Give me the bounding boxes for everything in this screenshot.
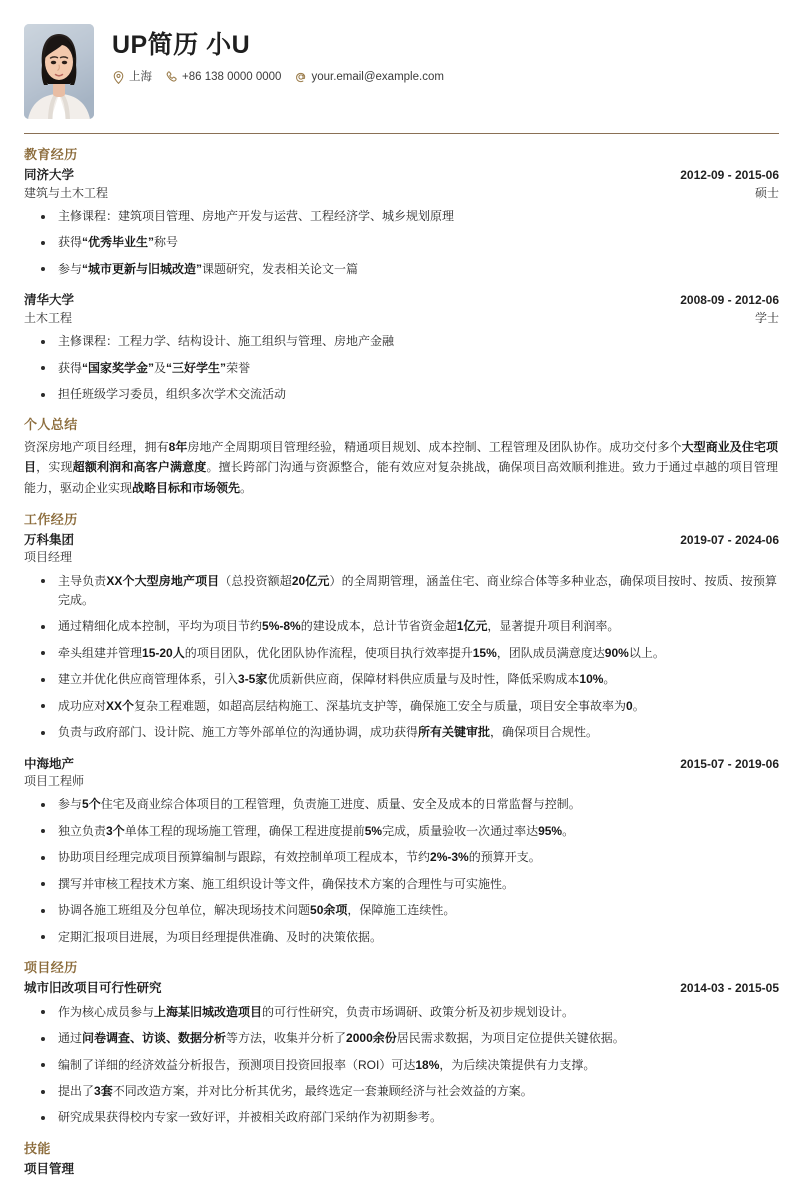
entry-bullet-list	[24, 1003, 779, 1128]
entry-subtitle-row	[24, 310, 779, 327]
location-pin-icon	[112, 71, 125, 84]
list-item: 编制了详细的经济效益分析报告，预测项目投资回报率（ROI）可达18%，为后续决策提供有力支撑。	[24, 1056, 779, 1075]
entry-subtitle-row	[24, 773, 779, 790]
entry-subtitle-row	[24, 549, 779, 566]
list-item: 通过精细化成本控制，平均为项目节约5%-8%的建设成本，总计节省资金超1亿元，显著提升项目利润率。	[24, 617, 779, 636]
contact-phone	[165, 71, 281, 84]
entry-organization: 中海地产	[24, 756, 75, 771]
contact-list	[112, 71, 451, 84]
list-item: 担任班级学习委员，组织多次学术交流活动	[24, 385, 779, 404]
section-title-skills: 技能	[24, 1140, 51, 1156]
entry-organization: 清华大学	[24, 293, 75, 308]
list-item: 通过问卷调查、访谈、数据分析等方法，收集并分析了2000余份居民需求数据，为项目定位提供关键依据。	[24, 1029, 779, 1048]
entry-header-row	[24, 166, 779, 184]
entry-header-row	[24, 291, 779, 309]
list-item: 协助项目经理完成项目预算编制与跟踪，有效控制单项工程成本，节约2%-3%的预算开支。	[24, 848, 779, 867]
entry-subtitle-row	[24, 185, 779, 202]
entry-organization: 同济大学	[24, 168, 75, 183]
entry-date-range: 2014-03 - 2015-05	[680, 981, 779, 996]
resume-body	[24, 147, 779, 1178]
entry-date-range: 2015-07 - 2019-06	[680, 756, 779, 771]
list-item: 获得“国家奖学金”及“三好学生”荣誉	[24, 359, 779, 378]
section-work	[24, 512, 779, 948]
entry	[24, 166, 779, 279]
entry-subtitle: 项目经理	[24, 550, 73, 565]
summary-text: 资深房地产项目经理，拥有8年房地产全周期项目管理经验，精通项目规划、成本控制、工程管理及团队协作。成功交付多个大型商业及住宅项目，实现超额利润和高客户满意度。擅长跨部门沟通与资源整合，能有效应对复杂挑战，确保项目高效顺利推进。致力于通过卓越的项目管理能力，驱动企业实现战略目标和市场领先。	[24, 439, 778, 495]
contact-email	[294, 71, 443, 84]
list-item: 获得“优秀毕业生”称号	[24, 233, 779, 252]
section-education	[24, 147, 779, 404]
list-item: 定期汇报项目进展，为项目经理提供准确、及时的决策依据。	[24, 928, 779, 947]
entry-organization: 城市旧改项目可行性研究	[24, 981, 162, 996]
list-item: 负责与政府部门、设计院、施工方等外部单位的沟通协调，成功获得所有关键审批，确保项目合规性。	[24, 723, 779, 742]
entry-subtitle-right: 硕士	[754, 185, 779, 200]
list-item: 牵头组建并管理15-20人的项目团队，优化团队协作流程，使项目执行效率提升15%，团队成员满意度达90%以上。	[24, 644, 779, 663]
entry-date-range: 2019-07 - 2024-06	[680, 532, 779, 547]
skill-name: 项目管理	[24, 1162, 75, 1177]
entry	[24, 979, 779, 1128]
entry	[24, 291, 779, 404]
list-item: 主导负责XX个大型房地产项目（总投资额超20亿元）的全周期管理，涵盖住宅、商业综合体等多种业态，确保项目按时、按质、按预算完成。	[24, 572, 779, 611]
list-item: 主修课程：工程力学、结构设计、施工组织与管理、房地产金融	[24, 332, 779, 351]
entry-header-row	[24, 979, 779, 997]
section-skills	[24, 1141, 779, 1178]
list-item: 作为核心成员参与上海某旧城改造项目的可行性研究，负责市场调研、政策分析及初步规划设计。	[24, 1003, 779, 1022]
page-title: UP简历 小U	[112, 31, 251, 59]
entry-bullet-list	[24, 207, 779, 279]
entry-subtitle: 项目工程师	[24, 774, 85, 789]
resume-header	[24, 24, 779, 125]
entry-date-range: 2012-09 - 2015-06	[680, 168, 779, 183]
list-item: 撰写并审核工程技术方案、施工组织设计等文件，确保技术方案的合理性与可实施性。	[24, 875, 779, 894]
section-summary	[24, 417, 779, 498]
entry-subtitle: 建筑与土木工程	[24, 185, 109, 200]
section-title-work: 工作经历	[24, 511, 78, 527]
list-item: 参与“城市更新与旧城改造”课题研究，发表相关论文一篇	[24, 260, 779, 279]
section-title-projects: 项目经历	[24, 960, 78, 976]
entry-header-row	[24, 755, 779, 773]
contact-phone-text: +86 138 0000 0000	[182, 70, 282, 83]
entry-organization: 万科集团	[24, 532, 75, 547]
list-item: 成功应对XX个复杂工程难题，如超高层结构施工、深基坑支护等，确保施工安全与质量，项目安全事故率为0。	[24, 697, 779, 716]
entry-subtitle: 土木工程	[24, 310, 73, 325]
section-title-education: 教育经历	[24, 147, 78, 162]
list-item: 独立负责3个单体工程的现场施工管理，确保工程进度提前5%完成，质量验收一次通过率达95%。	[24, 822, 779, 841]
entry	[24, 531, 779, 743]
phone-icon	[165, 71, 178, 84]
entry-header-row	[24, 531, 779, 549]
entry-date-range: 2008-09 - 2012-06	[680, 293, 779, 308]
entry-bullet-list	[24, 332, 779, 404]
avatar	[24, 24, 94, 119]
entry-subtitle-right: 学士	[754, 310, 779, 325]
contact-email-text: your.email@example.com	[311, 70, 444, 83]
entry	[24, 755, 779, 947]
list-item: 提出了3套不同改造方案，并对比分析其优劣，最终选定一套兼顾经济与社会效益的方案。	[24, 1082, 779, 1101]
entry-bullet-list	[24, 572, 779, 743]
entry-bullet-list	[24, 795, 779, 947]
list-item: 主修课程：建筑项目管理、房地产开发与运营、工程经济学、城乡规划原理	[24, 207, 779, 226]
list-item: 协调各施工班组及分包单位，解决现场技术问题50余项，保障施工连续性。	[24, 901, 779, 920]
list-item: 研究成果获得校内专家一致好评，并被相关政府部门采纳作为初期参考。	[24, 1108, 779, 1127]
email-at-icon	[294, 71, 307, 84]
contact-location	[112, 71, 152, 84]
list-item: 建立并优化供应商管理体系，引入3-5家优质新供应商，保障材料供应质量与及时性，降低采购成本10%。	[24, 670, 779, 689]
header-divider	[24, 133, 779, 134]
list-item: 参与5个住宅及商业综合体项目的工程管理，负责施工进度、质量、安全及成本的日常监督与控制。	[24, 795, 779, 814]
section-projects	[24, 960, 779, 1128]
section-title-summary: 个人总结	[24, 417, 78, 433]
header-text-block	[112, 24, 451, 84]
contact-location-text: 上海	[129, 70, 152, 83]
